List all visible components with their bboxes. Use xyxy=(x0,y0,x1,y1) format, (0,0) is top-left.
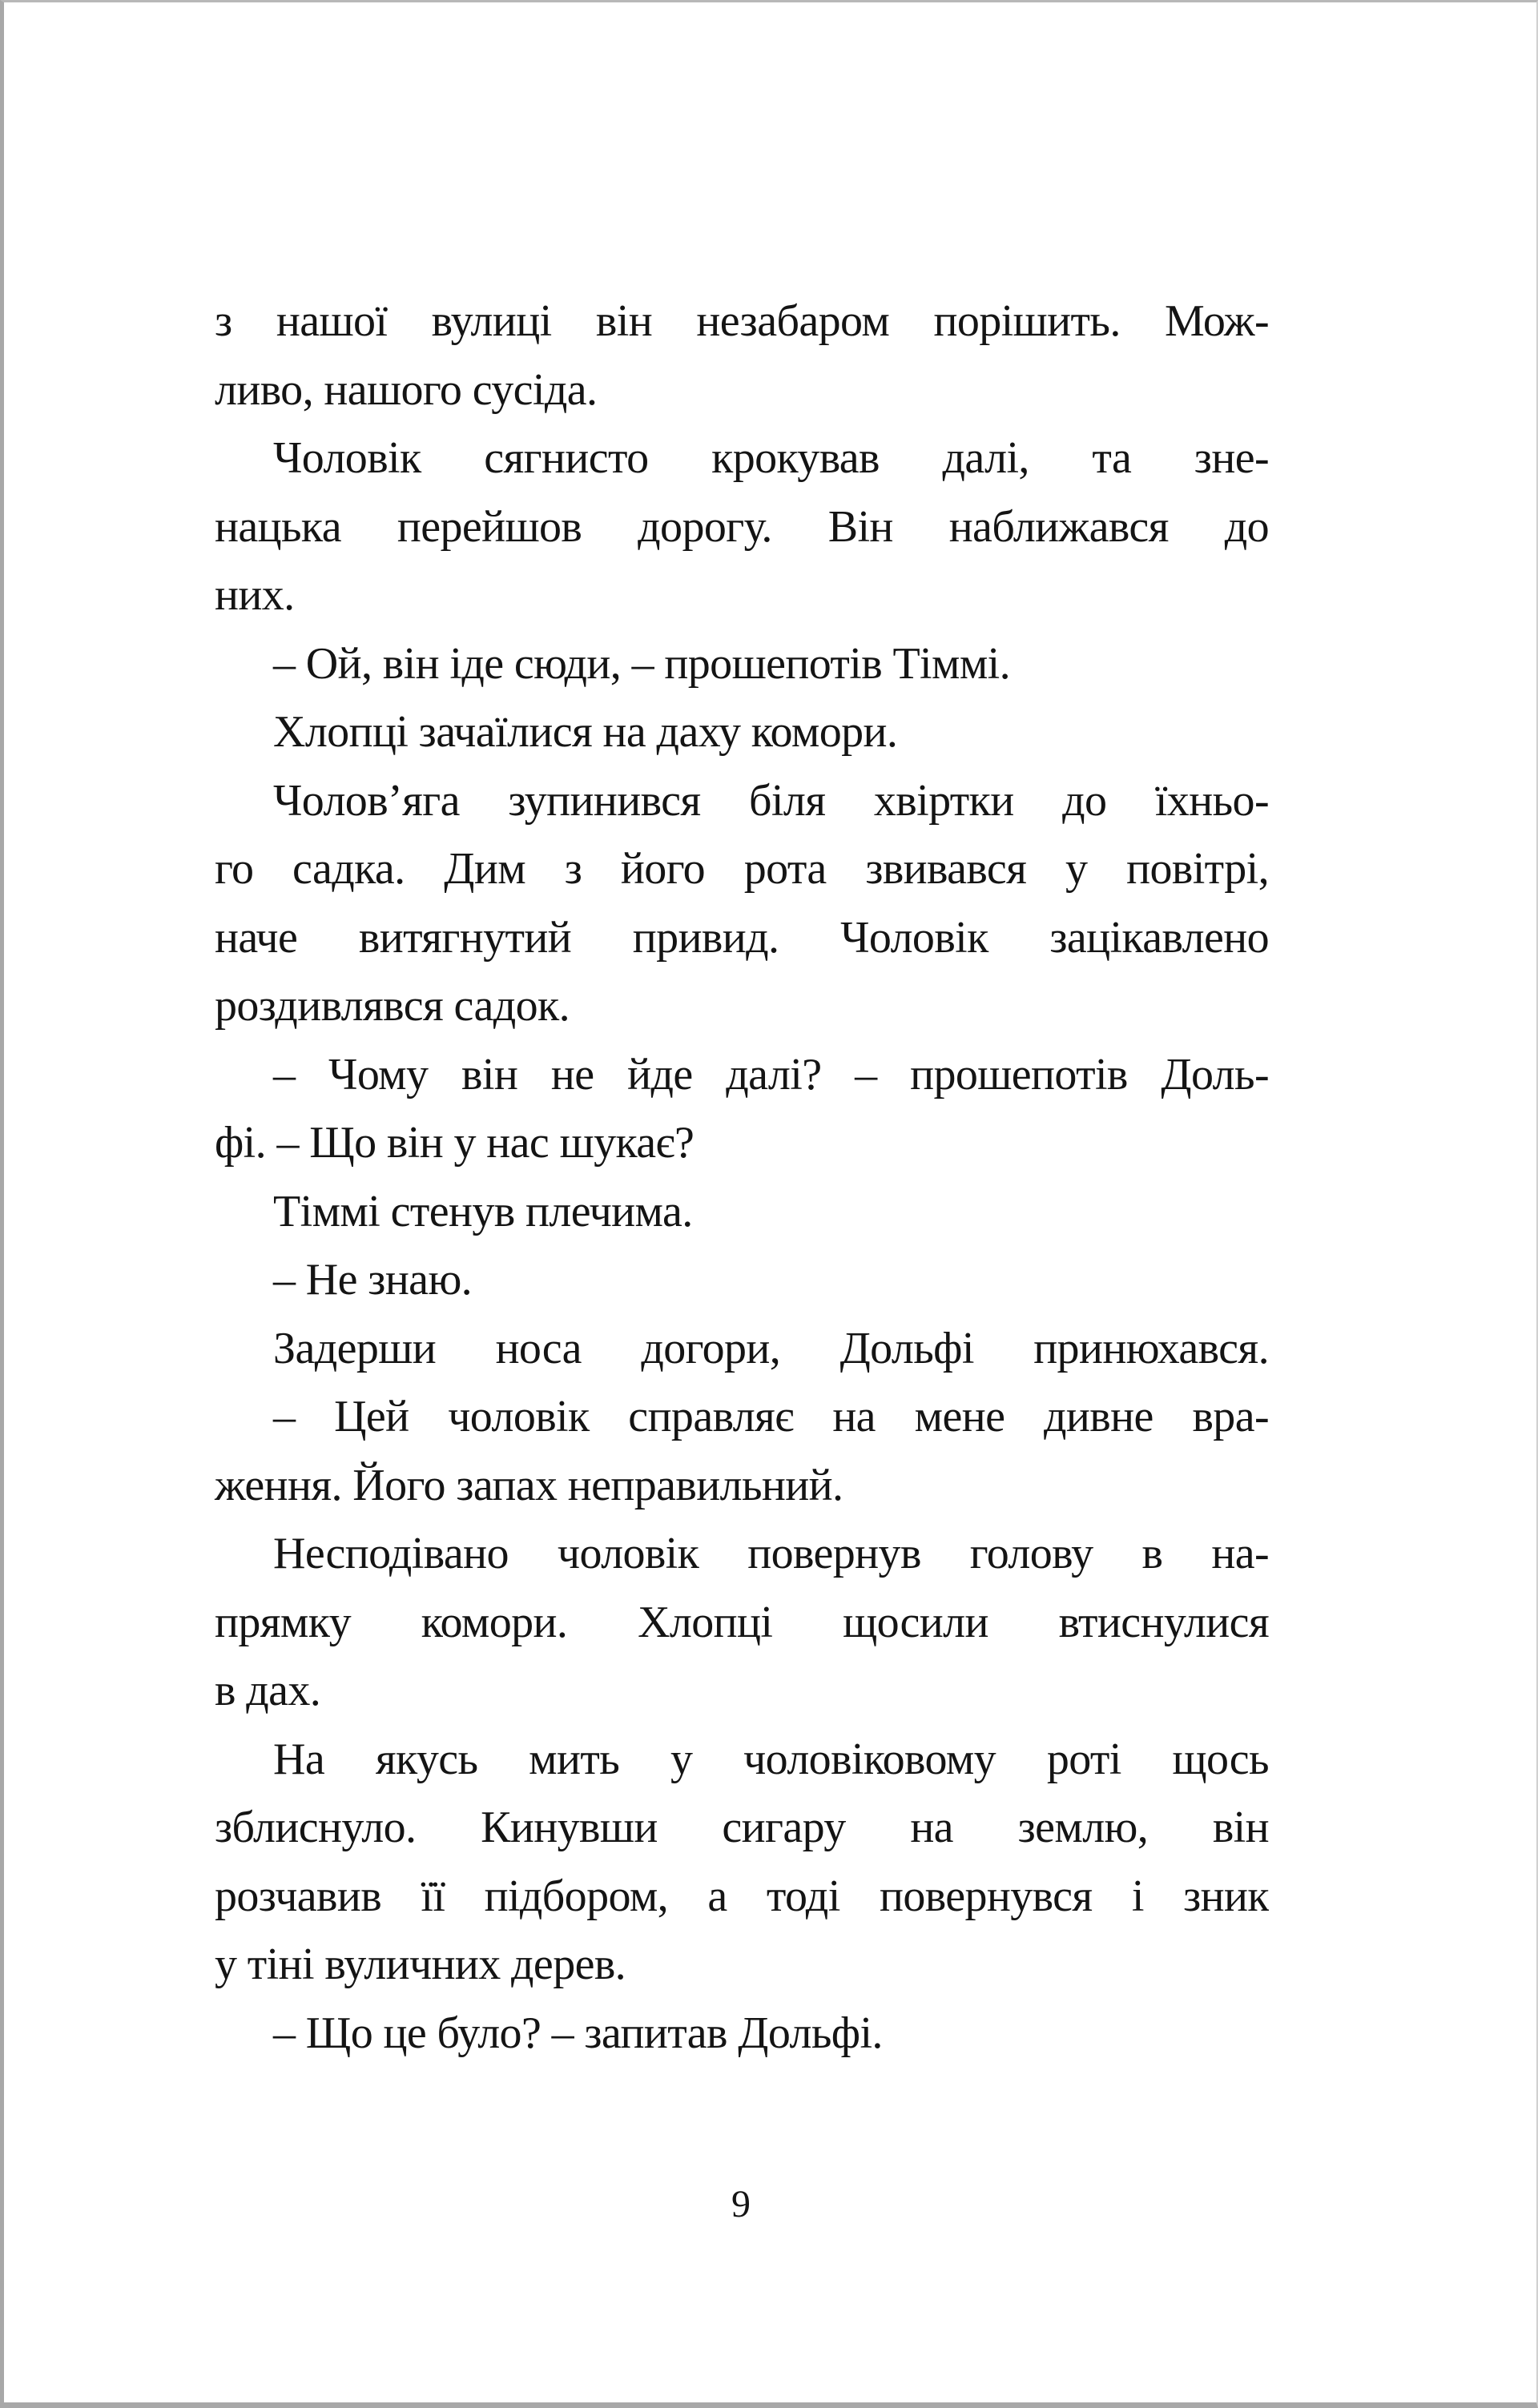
text-line: у тіні вуличних дерев. xyxy=(215,1940,626,1989)
text-line: Тіммі стенув плечима. xyxy=(273,1186,693,1236)
text-line: – Що це було? – запитав Дольфі. xyxy=(273,2008,883,2058)
page-number: 9 xyxy=(731,2183,751,2225)
text-line: прямку комори. Хлопці щосили втиснулися xyxy=(215,1597,1269,1647)
text-line: розчавив її підбором, а тоді повернувся і зник xyxy=(215,1871,1269,1921)
text-line: них. xyxy=(215,570,295,620)
text-line: Несподівано чоловік повернув голову в на- xyxy=(273,1529,1269,1578)
text-line: – Чому він не йде далі? – прошепотів Доль- xyxy=(273,1049,1269,1099)
text-line: Чолов’яга зупинився біля хвіртки до їхньо- xyxy=(273,775,1269,826)
text-line: нацька перейшов дорогу. Він наближався до xyxy=(215,501,1269,552)
text-line: з нашої вулиці він незабаром порішить. Мож- xyxy=(215,296,1269,346)
text-line: На якусь мить у чоловіковому роті щось xyxy=(273,1734,1269,1784)
text-line: Чоловік сягнисто крокував далі, та зне- xyxy=(273,433,1269,483)
text-line: го садка. Дим з його рота звивався у повітрі, xyxy=(215,844,1269,894)
text-line: ливо, нашого сусіда. xyxy=(215,364,598,415)
text-line: роздивлявся садок. xyxy=(215,981,570,1031)
text-line: фі. – Що він у нас шукає? xyxy=(215,1118,695,1168)
page-body-text xyxy=(215,287,1269,2068)
text-line: Задерши носа догори, Дольфі принюхався. xyxy=(273,1323,1269,1373)
text-line: Хлопці зачаїлися на даху комори. xyxy=(273,707,898,757)
text-line: зблиснуло. Кинувши сигару на землю, він xyxy=(215,1803,1269,1852)
text-line: в дах. xyxy=(215,1666,321,1715)
text-line: ження. Його запах неправильний. xyxy=(215,1460,843,1510)
text-line: – Ой, він іде сюди, – прошепотів Тіммі. xyxy=(273,638,1011,689)
text-line: – Не знаю. xyxy=(273,1255,473,1305)
text-line: наче витягнутий привид. Чоловік зацікавлено xyxy=(215,912,1269,963)
text-line: – Цей чоловік справляє на мене дивне вра- xyxy=(273,1392,1269,1441)
